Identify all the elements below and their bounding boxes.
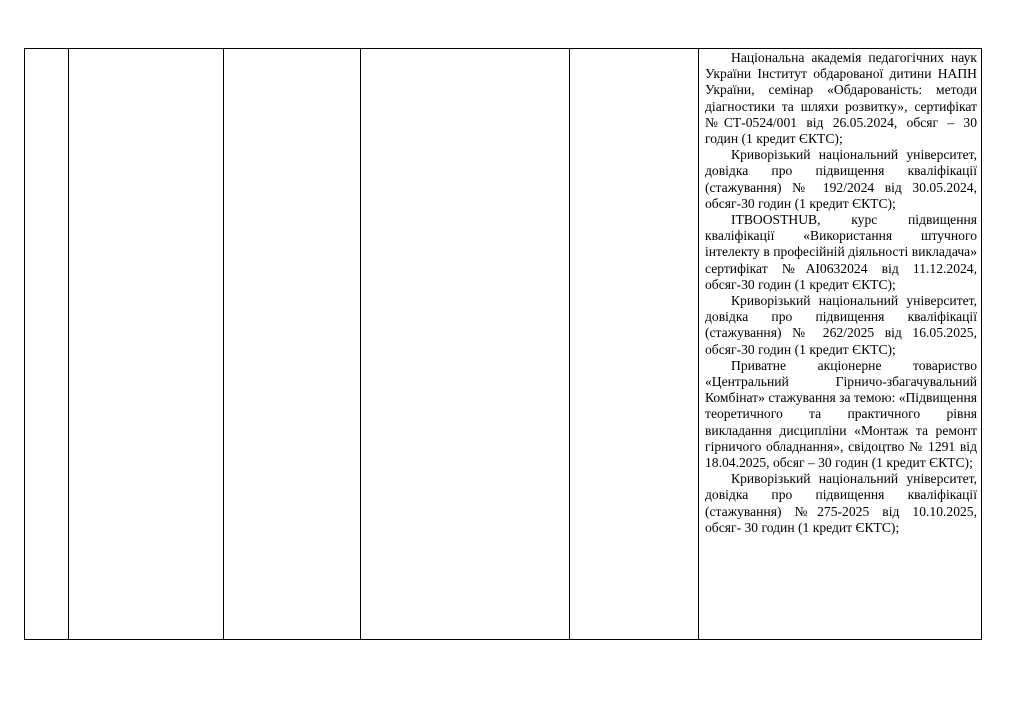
table-row [25,49,982,640]
table-cell-column-4 [361,49,570,640]
qualification-entry: Національна академія педагогічних наук України Інститут обдарованої дитини НАПН України, семінар «Обдарованість: методи діагностики та шляхи розвитку», сертифікат №СТ-0524/001 від 26.05.2024, обсяг – 30 годин (1 кредит ЄКТС); [705,50,977,147]
qualification-entry: Криворізький національний університет, довідка про підвищення кваліфікації (стажування) № 192/2024 від 30.05.2024, обсяг-30 годин (1 кредит ЄКТС); [705,147,977,211]
qualification-entry: ITBOOSTHUB, курс підвищення кваліфікації «Використання штучного інтелекту в професійній діяльності викладача» сертифікат №AI0632024 від 11.12.2024, обсяг-30 годин (1 кредит ЄКТС); [705,212,977,292]
table-cell-number [25,49,69,640]
qualification-list [699,49,981,536]
qualification-entry: Криворізький національний університет, довідка про підвищення кваліфікації (стажування) №275-2025 від 10.10.2025, обсяг- 30 годин (1 кредит ЄКТС); [705,471,977,535]
qualification-table [24,48,982,640]
qualification-entry: Приватне акціонерне товариство «Центральний Гірничо-збагачувальний Комбінат» стажування за темою: «Підвищення теоретичного та практичного рівня викладання дисципліни «Монтаж та ремонт гірничого обладнання», свідоцтво № 1291 від 18.04.2025, обсяг – 30 годин (1 кредит ЄКТС); [705,357,977,471]
qualification-entry: Криворізький національний університет, довідка про підвищення кваліфікації (стажування) № 262/2025 від 16.05.2025, обсяг-30 годин (1 кредит ЄКТС); [705,293,977,357]
table-cell-column-5 [570,49,699,640]
table-cell-column-2 [69,49,224,640]
table-cell-column-3 [224,49,361,640]
table-cell-qualification [699,49,982,640]
